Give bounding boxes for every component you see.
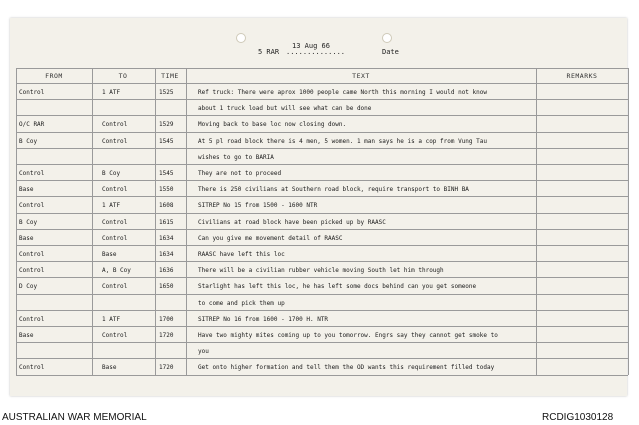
archive-credit: AUSTRALIAN WAR MEMORIAL xyxy=(2,412,147,423)
cell-from: Control xyxy=(19,315,45,323)
cell-to: Control xyxy=(102,186,128,194)
cell-time: 1608 xyxy=(159,202,174,210)
cell-from: Control xyxy=(19,89,45,96)
cell-time: 1545 xyxy=(159,137,174,145)
cell-to: Control xyxy=(102,332,128,339)
cell-to: 1 ATF xyxy=(102,315,121,323)
cell-from: Base xyxy=(19,234,34,242)
cell-from: Control xyxy=(19,251,45,258)
date-value: 13 Aug 66 xyxy=(292,42,330,50)
cell-text: Get onto higher formation and tell them the OD wants this requirement filled today xyxy=(198,364,495,372)
cell-text: Moving back to base loc now closing down. xyxy=(198,121,347,129)
cell-time: 1550 xyxy=(159,186,174,194)
cell-to: A, B Coy xyxy=(102,267,131,275)
cell-text: RAASC have left this loc xyxy=(198,251,285,258)
cell-to: Control xyxy=(102,218,128,226)
cell-time: 1634 xyxy=(159,251,174,258)
column-rule xyxy=(16,68,17,375)
cell-text: At 5 pl road block there is 4 men, 5 women. 1 man says he is a cop from Vung Tau xyxy=(198,137,487,145)
log-sheet xyxy=(10,18,627,396)
cell-time: 1700 xyxy=(159,315,174,323)
cell-text: They are not to proceed xyxy=(198,170,282,177)
cell-text: SITREP No 16 from 1600 - 1700 H. NTR xyxy=(198,315,329,323)
cell-time: 1720 xyxy=(159,332,174,339)
date-label: Date xyxy=(382,48,399,56)
punch-hole-right xyxy=(382,33,392,43)
column-rule xyxy=(536,68,537,375)
cell-from: Control xyxy=(19,202,45,210)
cell-to: Control xyxy=(102,234,128,242)
cell-to: B Coy xyxy=(102,170,121,177)
column-rule xyxy=(92,68,93,375)
cell-time: 1525 xyxy=(159,89,174,96)
cell-from: B Coy xyxy=(19,218,38,226)
date-dots: .............. xyxy=(286,48,346,56)
col-header-text: TEXT xyxy=(352,72,370,80)
cell-from: Control xyxy=(19,267,45,275)
cell-text: Have two mighty mites coming up to you tomorrow. Engrs say they cannot get smoke to xyxy=(198,332,498,339)
cell-time: 1720 xyxy=(159,364,174,372)
cell-to: Control xyxy=(102,121,128,129)
cell-time: 1636 xyxy=(159,267,174,275)
cell-from: B Coy xyxy=(19,137,38,145)
cell-to: 1 ATF xyxy=(102,202,121,210)
cell-text: Ref truck: There were aprox 1000 people came North this morning I would not know xyxy=(198,89,487,96)
col-header-to: TO xyxy=(118,72,128,80)
cell-text: Civilians at road block have been picked up by RAASC xyxy=(198,218,386,226)
cell-text: you xyxy=(198,348,209,356)
cell-time: 1615 xyxy=(159,218,174,226)
cell-text: wishes to go to BARIA xyxy=(198,153,274,161)
cell-text: Starlight has left this loc, he has left some docs behind can you get someone xyxy=(198,283,477,291)
row-rule xyxy=(16,375,628,376)
cell-text: to come and pick them up xyxy=(198,299,285,307)
col-header-from: FROM xyxy=(45,72,63,80)
cell-text: There will be a civilian rubber vehicle moving South let him through xyxy=(198,267,444,275)
cell-from: O/C RAR xyxy=(19,121,45,129)
cell-time: 1650 xyxy=(159,283,174,291)
unit-label: 5 RAR xyxy=(258,48,280,56)
cell-from: D Coy xyxy=(19,283,38,291)
cell-from: Control xyxy=(19,170,45,177)
col-header-remarks: REMARKS xyxy=(566,72,598,80)
cell-text: SITREP No 15 from 1500 - 1600 NTR xyxy=(198,202,318,210)
cell-time: 1545 xyxy=(159,170,174,177)
column-rule xyxy=(628,68,629,375)
cell-text: Can you give me movement detail of RAASC xyxy=(198,234,343,242)
cell-to: 1 ATF xyxy=(102,89,121,96)
cell-from: Base xyxy=(19,332,34,339)
record-id: RCDIG1030128 xyxy=(542,412,614,423)
cell-to: Control xyxy=(102,137,128,145)
cell-from: Base xyxy=(19,186,34,194)
cell-to: Base xyxy=(102,251,117,258)
cell-time: 1529 xyxy=(159,121,174,129)
column-rule xyxy=(155,68,156,375)
cell-from: Control xyxy=(19,364,45,372)
cell-time: 1634 xyxy=(159,234,174,242)
cell-to: Base xyxy=(102,364,117,372)
cell-text: There is 250 civilians at Southern road block, require transport to BINH BA xyxy=(198,186,469,194)
col-header-time: TIME xyxy=(161,72,179,80)
punch-hole-left xyxy=(236,33,246,43)
cell-text: about 1 truck load but will see what can be done xyxy=(198,105,372,113)
cell-to: Control xyxy=(102,283,128,291)
column-rule xyxy=(186,68,187,375)
